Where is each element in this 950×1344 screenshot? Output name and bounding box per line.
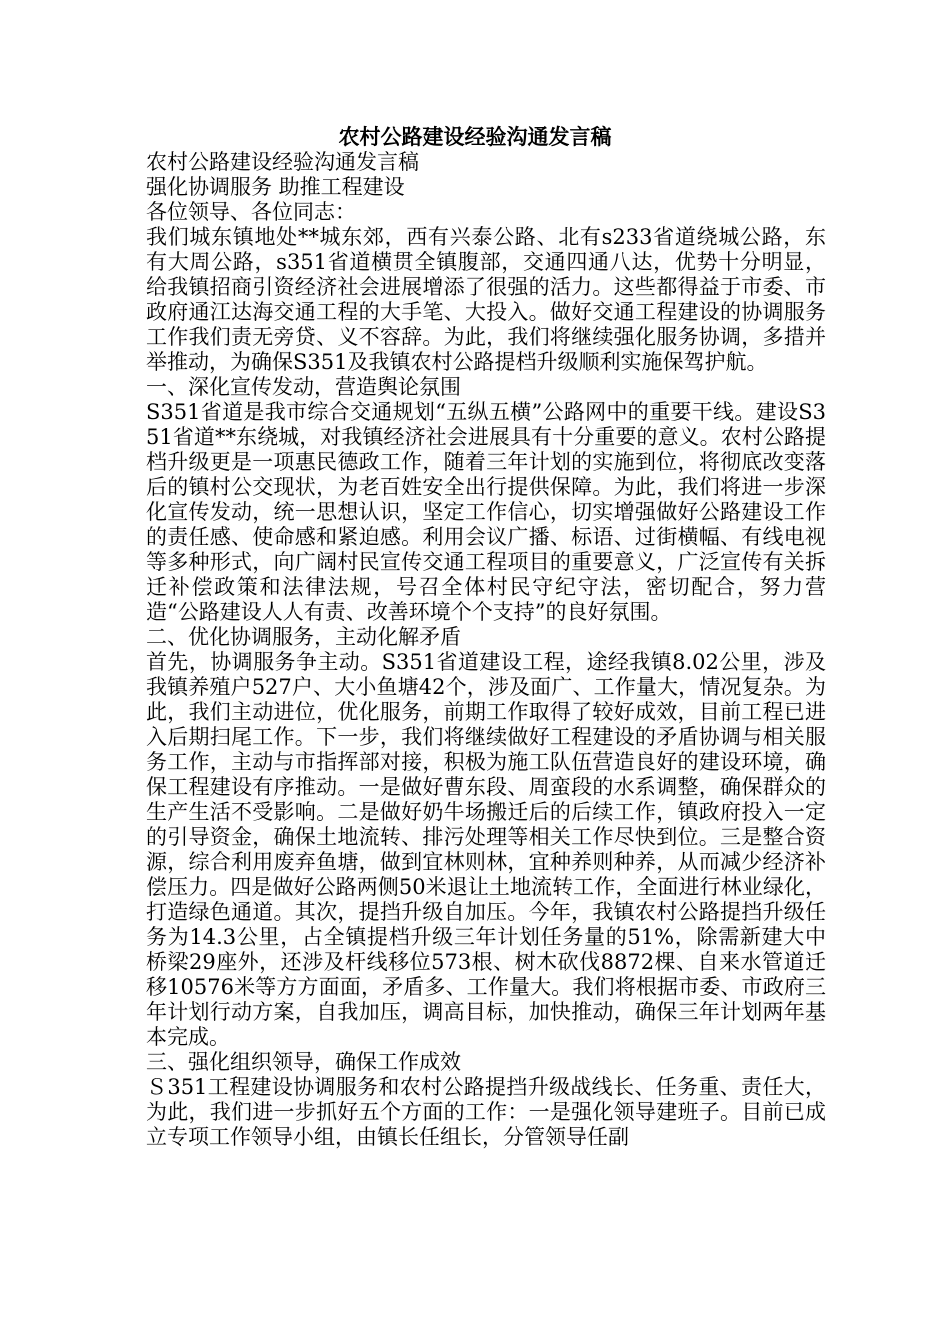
document-body xyxy=(146,150,826,1150)
section-heading-3: 三、强化组织领导，确保工作成效 xyxy=(146,1050,461,1074)
paragraph-salutation: 各位领导、各位同志： xyxy=(146,200,356,224)
paragraph-section-2: 首先，协调服务争主动。S351省道建设工程，途经我镇8.02公里，涉及我镇养殖户527户、大小鱼塘42个，涉及面广、工作量大，情况复杂。为此，我们主动进位，优化服务，前期工作取得了较好成效，目前工程已进入后期扫尾工作。下一步，我们将继续做好工程建设的矛盾协调与相关服务工作，主动与市指挥部对接，积极为施工队伍营造良好的建设环境，确保工程建设有序推动。一是做好曹东段、周蛮段的水系调整，确保群众的生产生活不受影响。二是做好奶牛场搬迁后的后续工作，镇政府投入一定的引导资金，确保土地流转、排污处理等相关工作尽快到位。三是整合资源，综合利用废弃鱼塘，做到宜林则林，宜种养则种养，从而减少经济补偿压力。四是做好公路两侧50米退让土地流转工作，全面进行林业绿化，打造绿色通道。其次，提挡升级自加压。今年，我镇农村公路提挡升级任务为14.3公里，占全镇提档升级三年计划任务量的51%，除需新建大中桥梁29座外，还涉及杆线移位573根、树木砍伐8872棵、自来水管道迁移10576米等方方面面，矛盾多、工作量大。我们将根据市委、市政府三年计划行动方案，自我加压，调高目标，加快推动，确保三年计划两年基本完成。 xyxy=(146,650,826,1049)
paragraph-subtitle: 农村公路建设经验沟通发言稿 xyxy=(146,150,419,174)
document-title: 农村公路建设经验沟通发言稿 xyxy=(338,124,612,149)
paragraph-section-1: S351省道是我市综合交通规划“五纵五横”公路网中的重要干线。建设S351省道**东绕城，对我镇经济社会进展具有十分重要的意义。农村公路提档升级更是一项惠民德政工作，随着三年计划的实施到位，将彻底改变落后的镇村公交现状，为老百姓安全出行提供保障。为此，我们将进一步深化宣传发动，统一思想认识，坚定工作信心，切实增强做好公路建设工作的责任感、使命感和紧迫感。利用会议广播、标语、过街横幅、有线电视等多种形式，向广阔村民宣传交通工程项目的重要意义，广泛宣传有关拆迁补偿政策和法律法规，号召全体村民守纪守法，密切配合，努力营造“公路建设人人有责、改善环境个个支持”的良好氛围。 xyxy=(146,400,826,624)
section-heading-2: 二、优化协调服务，主动化解矛盾 xyxy=(146,625,461,649)
paragraph-theme: 强化协调服务 助推工程建设 xyxy=(146,175,405,199)
section-heading-1: 一、深化宣传发动，营造舆论氛围 xyxy=(146,375,461,399)
paragraph-section-3: Ｓ351工程建设协调服务和农村公路提挡升级战线长、任务重、责任大，为此，我们进一步抓好五个方面的工作：一是强化领导建班子。目前已成立专项工作领导小组，由镇长任组长，分管领导任副 xyxy=(146,1075,826,1149)
paragraph-intro: 我们城东镇地处**城东郊，西有兴泰公路、北有s233省道绕城公路，东有大周公路，s351省道横贯全镇腹部，交通四通八达，优势十分明显，给我镇招商引资经济社会进展增添了很强的活力。这些都得益于市委、市政府通江达海交通工程的大手笔、大投入。做好交通工程建设的协调服务工作我们责无旁贷、义不容辞。为此，我们将继续强化服务协调，多措并举推动，为确保S351及我镇农村公路提档升级顺利实施保驾护航。 xyxy=(146,225,826,374)
